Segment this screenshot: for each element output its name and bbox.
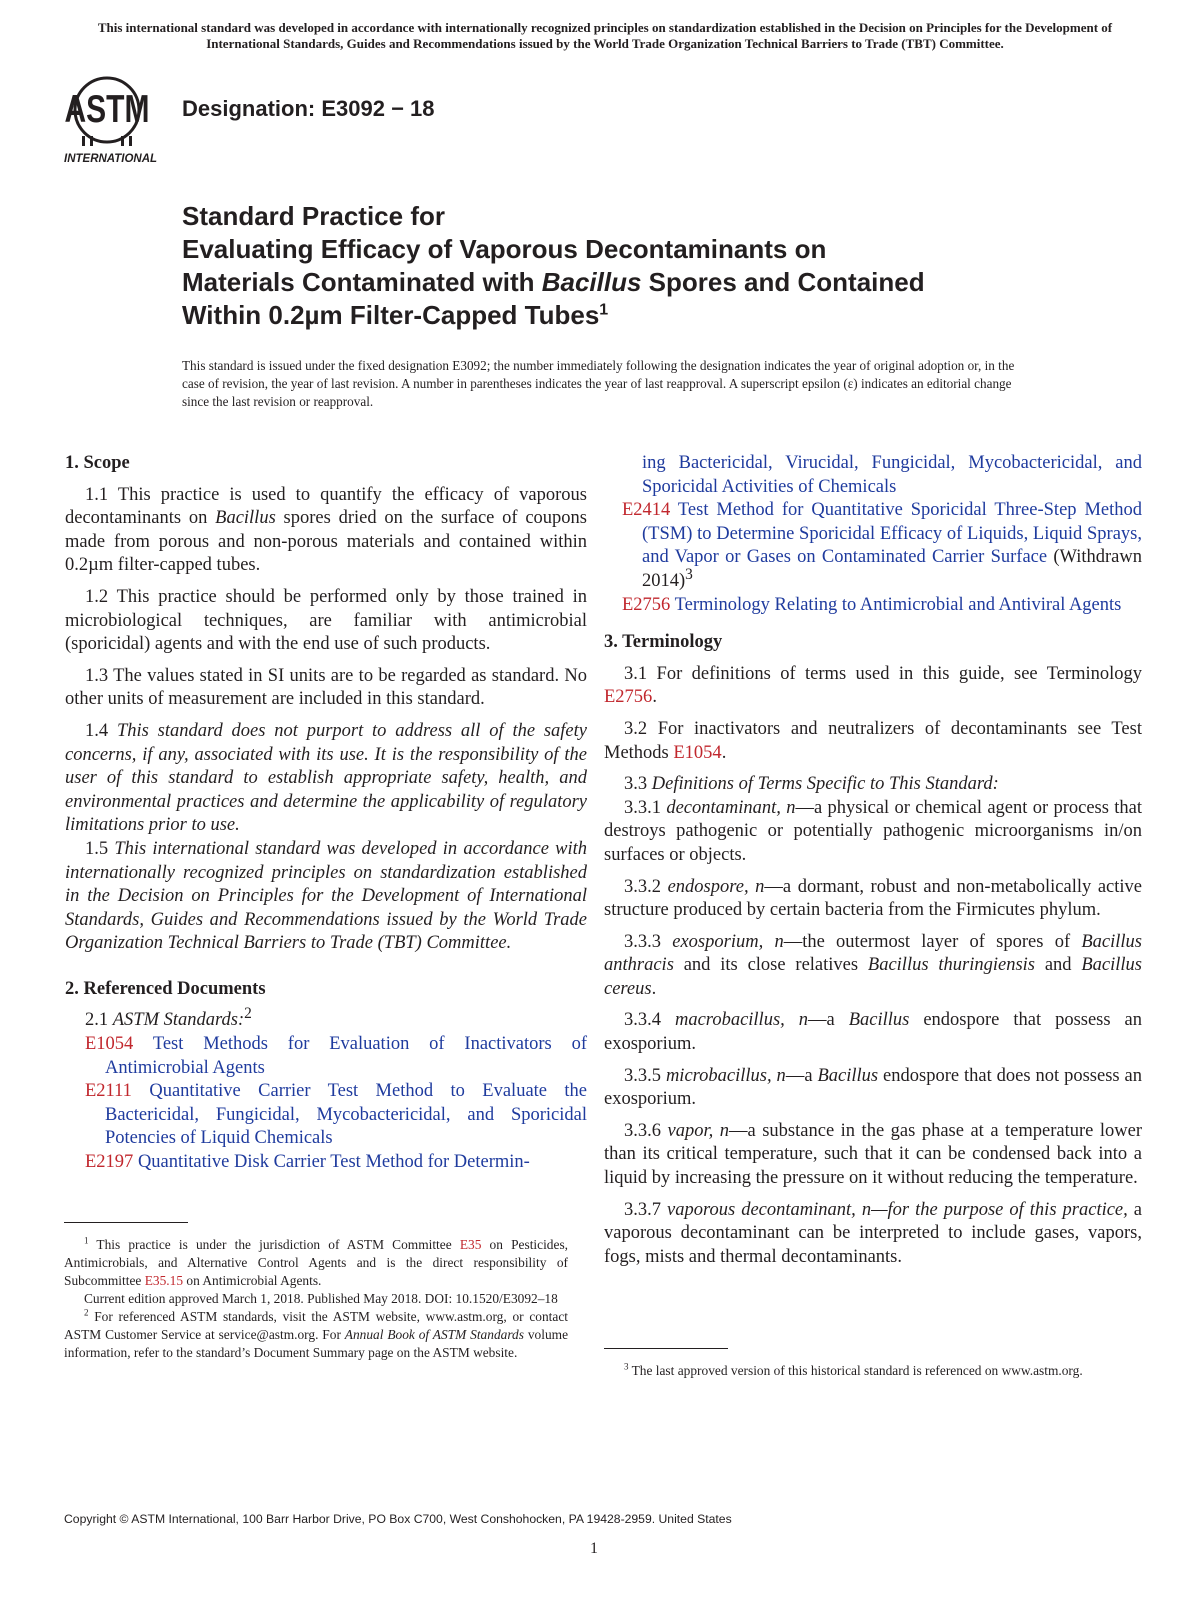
ref-e2756[interactable]: E2756 Terminology Relating to Antimicrobial and Antiviral Agents (622, 594, 1122, 615)
link-e35[interactable]: E35 (459, 1237, 482, 1252)
scope-1-4: 1.4 This standard does not purport to address all of the safety concerns, if any, associated with its use. It is the responsibility of the user of this standard to establish appropriate safety, health, and environmental practices and determine the applicability of regulatory limitations prior to use. (65, 720, 587, 836)
ref-e2197-start[interactable]: E2197 Quantitative Disk Carrier Test Method for Determin- (85, 1152, 530, 1173)
document-title (182, 200, 1082, 332)
astm-standards-label: 2.1 ASTM Standards:$^2$ (85, 1005, 252, 1031)
trade-notice: This international standard was developed in accordance with internationally recognized principles on standardization established in the Decision on Principles for the Development of International Standards, Guides and Recommendations issued by the World Trade Organization Technical Barriers to Trade (TBT) Committee. (97, 20, 1113, 51)
footnotes-right (604, 1362, 1142, 1380)
terminology-heading: 3. Terminology (604, 632, 723, 653)
term-3-3-4: 3.3.4 macrobacillus, n—a Bacillus endospore that possess an exosporium. (604, 1010, 1143, 1055)
title-footnote-mark[interactable]: 1 (599, 301, 609, 319)
scope-1-2: 1.2 This practice should be performed only by those trained in microbiological techniques, are familiar with antimicrobial (sporicidal) agents and with the end use of such products. (65, 586, 587, 655)
ref-e2111[interactable]: E2111 Quantitative Carrier Test Method to Evaluate the Bactericidal, Fungicidal, Mycobactericidal, and Sporicidal Potencies of Liquid Chemicals (85, 1081, 587, 1149)
link-e1054[interactable]: E1054 (673, 742, 722, 763)
term-3-3-2: 3.3.2 endospore, n—a dormant, robust and non-metabolically active structure produced by certain bacteria from the Firmicutes phylum. (604, 876, 1142, 921)
title-line-2: Evaluating Efficacy of Vaporous Decontaminants on (182, 234, 827, 264)
footnote-1: $^1$ This practice is under the jurisdiction of ASTM Committee E35 on Pesticides, Antimicrobials, and Alternative Control Agents and is the direct responsibility of Subcommittee E35.15 on Antimicrobial Agents. (64, 1235, 568, 1288)
astm-logo-icon (62, 70, 174, 166)
scope-heading: 1. Scope (65, 453, 130, 473)
astm-logo (62, 70, 174, 166)
footnote-2: $^2$ For referenced ASTM standards, visit the ASTM website, www.astm.org, or contact ASTM Customer Service at service@astm.org. For Annual Book of ASTM Standards volume information, refer to the standard’s Document Summary page on the ASTM website. (64, 1307, 569, 1360)
term-3-3-1: 3.3.1 decontaminant, n—a physical or chemical agent or process that destroys pathogenic or potentially pathogenic microorganisms in/on surfaces or objects. (604, 797, 1143, 865)
link-e35-15[interactable]: E35.15 (144, 1273, 184, 1288)
designation: Designation: E3092 − 18 (182, 96, 435, 121)
footnote-1-edition: Current edition approved March 1, 2018. Published May 2018. DOI: 10.1520/E3092–18 (84, 1291, 558, 1306)
refdocs-heading: 2. Referenced Documents (65, 978, 266, 999)
title-line-4: Within 0.2µm Filter-Capped Tubes$^1$ (182, 300, 609, 330)
issued-note: This standard is issued under the fixed designation E3092; the number immediately following the designation indicates the year of original adoption or, in the case of revision, the year of last revision. A number in parentheses indicates the year of last reapproval. A superscript epsilon (ε) indicates an editorial change since the last revision or reapproval. (182, 358, 1015, 409)
ref-e2414[interactable]: E2414 Test Method for Quantitative Sporicidal Three-Step Method (TSM) to Determine Sporicidal Efficacy of Liquids, Liquid Sprays, and Vapor or Gases on Contaminated Carrier Surface (Withdrawn 2014)$^3$ (622, 500, 1142, 591)
term-3-3-6: 3.3.6 vapor, n—a substance in the gas phase at a temperature lower than its critical temperature, such that it can be condensed back into a liquid by increasing the pressure on it without reducing the temperature. (604, 1120, 1142, 1189)
copyright: Copyright © ASTM International, 100 Barr Harbor Drive, PO Box C700, West Conshohocken, PA 19428-2959. United States (64, 1512, 732, 1526)
term-3-2: 3.2 For inactivators and neutralizers of decontaminants see Test Methods E1054. (604, 718, 1142, 763)
ref-e1054[interactable]: E1054 Test Methods for Evaluation of Inactivators of Antimicrobial Agents (85, 1034, 587, 1078)
term-3-3: 3.3 Definitions of Terms Specific to This Standard: (624, 774, 999, 795)
title-line-1: Standard Practice for (182, 201, 445, 231)
term-3-1: 3.1 For definitions of terms used in this guide, see Terminology E2756. (604, 663, 1142, 708)
link-e2756[interactable]: E2756 (604, 687, 653, 708)
title-line-3: Materials Contaminated with Bacillus Spores and Contained (182, 267, 925, 297)
page-number: 1 (590, 1540, 598, 1557)
footnote-rule-right (604, 1348, 728, 1349)
scope-1-1: 1.1 This practice is used to quantify the efficacy of vaporous decontaminants on Bacillus spores dried on the surface of coupons made from porous and non-porous materials and contained within 0.2µm filter-capped tubes. (65, 484, 587, 576)
scope-1-5: 1.5 This international standard was developed in accordance with internationally recognized principles on standardization established in the Decision on Principles for the Development of International Standards, Guides and Recommendations issued by the World Trade Organization Technical Barriers to Trade (TBT) Committee. (65, 838, 588, 954)
footnotes-left (64, 1236, 568, 1362)
footnote-3: $^3$ The last approved version of this historical standard is referenced on www.astm.org. (624, 1361, 1083, 1378)
footnote-rule-left (64, 1222, 188, 1223)
term-3-3-5: 3.3.5 microbacillus, n—a Bacillus endospore that does not possess an exosporium. (604, 1065, 1143, 1110)
svg-text:ASTM: ASTM (64, 88, 150, 131)
right-column (604, 452, 1142, 1277)
term-3-3-3: 3.3.3 exosporium, n—the outermost layer of spores of Bacillus anthracis and its close relatives Bacillus thuringiensis and Bacillus cereus. (604, 931, 1142, 999)
ref-e2197-cont[interactable]: ing Bactericidal, Virucidal, Fungicidal, Mycobactericidal, and Sporicidal Activities of Chemicals (642, 453, 1142, 497)
scope-1-3: 1.3 The values stated in SI units are to be regarded as standard. No other units of measurement are included in this standard. (65, 665, 587, 710)
left-column (65, 452, 587, 1175)
svg-text:INTERNATIONAL: INTERNATIONAL (64, 153, 158, 165)
term-3-3-7: 3.3.7 vaporous decontaminant, n—for the purpose of this practice, a vaporous decontaminant can be interpreted to include gases, vapors, fogs, mists and thermal decontaminants. (604, 1199, 1143, 1267)
